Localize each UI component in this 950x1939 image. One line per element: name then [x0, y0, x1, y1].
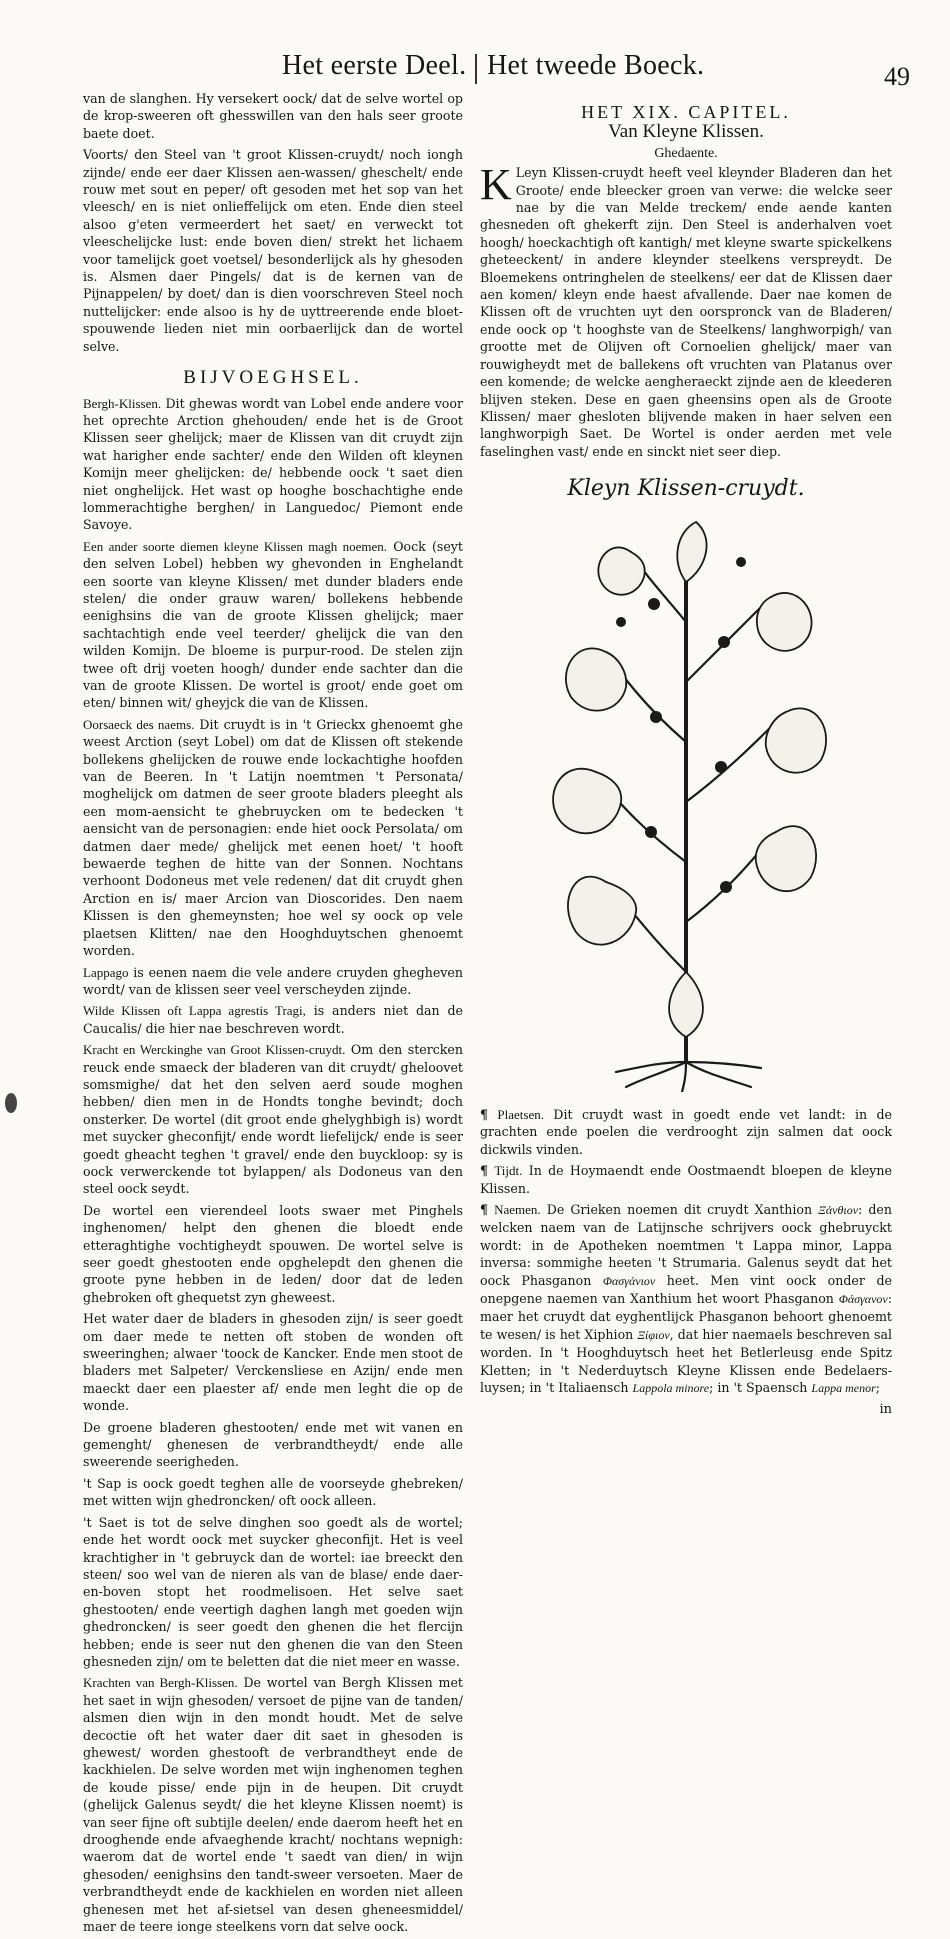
- paragraph: [83, 538, 463, 712]
- paragraph: [83, 1041, 463, 1198]
- greek-term: Ξάνθιον: [818, 1202, 859, 1217]
- paragraph-tijdt: [480, 1162, 892, 1197]
- plate-caption: Kleyn Klissen-cruydt.: [567, 476, 805, 502]
- paragraph-lead: Wilde Klissen oft Lappa agrestis Tragi,: [83, 1003, 306, 1019]
- paragraph-text: Leyn Klissen-cruydt heeft veel kleynder Bladeren dan het Groote/ ende bleecker groen van verwe: die welcke seer nae by die van Melde treckem/ ende aende kanten ghesneden oft ghekerft zijn. Den Steel is anderhalven voet hoogh/ hoeckachtigh oft kantigh/ met kleyne swarte spickelkens gheteeckent/ in andere kleynder steelkens verspreydt. De Bloemekens ontringhelen de steelkens/ eer dat de Klissen daer aen komen/ kleyn ende haest afvallende. Daer nae komen de Klissen oft de vruchten uyt den oorspronck van de Bladeren/ ende oock op 't hooghste van de Steelkens/ langhworpigh/ van grootte met de Olijven oft Cornoelien ghelijck/ maer van rouwigheydt met de ballekens oft vruchten van Platanus over een komende; de welcke aengheraeckt zijnde aen de kleederen blijven steken. Dese en gaen gheensins open als de Groote Klissen/ maer ghesloten blijvende maken in haer selven een langhworpigh Saet. De Wortel is onder aerden met vele faselinghen vast/ ende en sinckt niet seer diep.: [480, 165, 892, 459]
- pilcrow-icon: ¶: [480, 1163, 489, 1179]
- paragraph: [83, 716, 463, 960]
- greek-term: Φάσγανον: [838, 1292, 888, 1306]
- paragraph-lead: Naemen.: [494, 1201, 541, 1217]
- paragraph-text: : maer het cruydt dat eyghentlijck Phasganon behoort ghenoemt te wesen/ is het Xiphion: [480, 1291, 892, 1342]
- paragraph: 't Saet is tot de selve dinghen soo goedt als de wortel; ende het wordt oock met suycker gheconfijt. Het is veel krachtigher in 't gebruyck dan de wortel: iae breeckt den steen/ soo wel van de nieren als van de blase/ ende daer-en-boven stopt het roodmelisoen. Het selve saet ghestooten/ ende veertigh daghen langh met goeden wijn ghedroncken/ is seer goedt den ghenen die het flercijn hebben; ende is seer nut den ghenen die van den Steen ghesneden zijn/ om te beletten dat die niet meer en wasse.: [83, 1514, 463, 1669]
- catchword: in: [879, 1402, 892, 1418]
- paragraph: Voorts/ den Steel van 't groot Klissen-cruydt/ noch iongh zijnde/ ende eer daer Klissen aen-wassen/ gheschelt/ ende rouw met sout en peper/ oft gesoden met het sop van het vleesch/ en is niet onlieffelijck om eten. Ende dien steel alsoo g'eten vermeerdert het saet/ en verweckt tot vleeschelijcke lust: ende boven dien/ strekt het lichaem voor tamelijck goet voetsel/ besonderlijck als hy ghesoden is. Alsmen daer Pingels/ dat is de kernen van de Pijnappelen/ by doet/ dan is dien voorschreven Steel noch nuttelijcker: ende alsoo is hy de uyttreerende ende bloet-spouwende lieden niet min oorbaerlijck dan de wortel selve.: [83, 147, 463, 354]
- paragraph-lead: Plaetsen.: [497, 1106, 544, 1122]
- margin-ink-mark: [5, 1093, 17, 1113]
- paragraph: [83, 395, 463, 534]
- paragraph-text: De Grieken noemen dit cruydt Xanthion: [546, 1201, 813, 1217]
- header-divider: [475, 54, 477, 84]
- chapter-section-label: Ghedaente.: [654, 145, 718, 161]
- paragraph: 't Sap is oock goedt teghen alle de voorseyde ghebreken/ met witten wijn ghedroncken/ oft oock alleen.: [83, 1475, 463, 1509]
- paragraph-text: De wortel van Bergh Klissen met het saet in wijn ghesoden/ versoet de pijne van de tanden/ alsmen dien wijn in den mondt houdt. Met de selve decoctie oft het water daer dit saet in ghesoden is ghewest/ worden ghestooft de verbrandtheyt ende de kackhielen. De selve worden met wijn inghenomen teghen de koude pisse/ ende pijn in de heupen. Dit cruydt (ghelijck Galenus seydt/ die het kleyne Klissen noemt) is van seer fijne oft subtijle deelen/ ende daerom heeft het en drooghende ende afvaeghende kracht/ nochtans wepnigh: waerom dat de wortel ende 't saedt van dien/ in wijn ghesoden/ eenighsins den tandt-sweer versoeten. Maer de verbrandtheydt ende de kackhielen en worden niet alleen ghenesen met het af-sietsel van desen gheneesmiddel/ maer de teere ionge steelkens vorn dat selve oock.: [83, 1675, 463, 1935]
- paragraph: van de slanghen. Hy versekert oock/ dat de selve wortel op de krop-sweeren oft ghesswillen van den hals seer groote baete doet.: [83, 91, 463, 141]
- paragraph-text: Om den stercken reuck ende smaeck der bladeren van dit cruydt/ gheloovet somsmighe/ dat het den selven aerd soude moghen hebben/ dien men in de Hondts tonghe bevindt; doch onsterker. De wortel (dit groot ende ghelyghbigh is) wordt met suycker gheconfijt/ ende wordt liefelijck/ ende is seer goedt gheacht teghen 't gravel/ ende den buyckloop: sy is oock verwerckende tot bylappen/ als Dodoneus van den steel oock seydt.: [83, 1042, 463, 1197]
- botanical-plate: [480, 476, 892, 1096]
- left-column: [83, 90, 463, 1939]
- greek-term: Φασγάνιον: [602, 1273, 656, 1288]
- paragraph-text: Dit cruydt wast in goedt ende vet landt: in de grachten ende poelen die verdrooght zijn salmen dat oock dickwils vinden.: [480, 1106, 892, 1157]
- greek-term: Ξίφιον: [637, 1327, 670, 1342]
- paragraph: [83, 1674, 463, 1935]
- paragraph-text: In de Hoymaendt ende Oostmaendt bloepen de kleyne Klissen.: [480, 1163, 892, 1196]
- paragraph-lead: Tijdt.: [494, 1163, 523, 1179]
- spanish-term: Lappa menor: [811, 1381, 876, 1396]
- paragraph-lead: Oorsaeck des naems.: [83, 716, 195, 732]
- paragraph-plaetsen: [480, 1106, 892, 1158]
- paragraph-text: is anders niet dan de Caucalis/ die hier nae beschreven wordt.: [83, 1003, 463, 1036]
- chapter-subtitle: Van Kleyne Klissen.: [608, 121, 764, 143]
- paragraph-text: Dit cruydt is in 't Grieckx ghenoemt ghe weest Arction (seyt Lobel) om dat de Klissen oft stekende bollekens ghelijcken de rouwe ende lockachtighe hoofden van de Beeren. In 't Latijn noemtmen 't Personata/ moghelijck om datmen de seer groote bladers pleeght als een mom-aensicht te ghebruycken om te bedecken 't aensicht van de personagien: ende hiet oock Persolata/ om datmen daer mede/ ghelijck met eenen hoet/ 't hooft bewaerde teghen de hitte van der Sonnen. Nochtans verhoont Dodoneus met vele redenen/ dat dit cruydt ghen Arction en is/ maer Arcion van Dioscorides. Den naem Klissen is den ghemeynsten; hoe wel sy oock op vele plaetsen Klitten/ nae den Hooghduytschen ghenoemt worden.: [83, 716, 463, 959]
- paragraph-text: : den welcken naem van de Latijnsche schrijvers oock ghebruyckt wordt: in de Apotheken noemtmen 't Lappa minor, Lappa inversa: sommighe heeten 't Strumaria. Galenus seydt dat het oock Phasganon: [480, 1201, 892, 1288]
- paragraph: [83, 1002, 463, 1037]
- paragraph: De groene bladeren ghestooten/ ende met wit vanen en gemenght/ ghenesen de verbrandtheydt/ ende alle sweerende seerigheden.: [83, 1419, 463, 1470]
- chapter-title: HET XIX. CAPITEL.: [581, 102, 791, 122]
- paragraph-text: ; in 't Spaensch: [709, 1380, 808, 1396]
- page-number: 49: [884, 62, 910, 91]
- paragraph-lead: Kracht en Werckinghe van Groot Klissen-cruydt.: [83, 1042, 346, 1058]
- paragraph-text: , dat hier naemaels beschreven sal worden. In 't Hooghduytsch heet het Betlerleusg ende Spitz Kletten; in 't Nederduytsch Kleyne Klissen ende Bedelaers-luysen; in 't Italiaensch: [480, 1326, 892, 1396]
- paragraph-lead: Bergh-Klissen.: [83, 395, 162, 411]
- paragraph-lead: Lappago: [83, 964, 129, 980]
- paragraph: Het water daer de bladers in ghesoden zijn/ is seer goedt om daer mede te netten oft stoben de wonden oft sweeringhen; alwaer 'toock de Kancker. Ende men stoot de bladers met Salpeter/ Verckensliese en Azijn/ ende men maeckt daer een plaester af/ ende men leght die op de wonde.: [83, 1311, 463, 1414]
- paragraph-text: Dit ghewas wordt van Lobel ende andere voor het oprechte Arction ghehouden/ ende het is de Groot Klissen seer ghelijck; maer de Klissen van dit cruydt zijn wat harigher ende sachter/ ende den Wilden oft kleynen Komijn meer ghelijcken: de/ hebbende oock 't saet dien niet onghelijck. Het wast op hooghe boschachtighe ende lommerachtighe berghen/ in Languedoc/ Piemont ende Savoye.: [83, 395, 463, 533]
- header-part-title: Het eerste Deel.: [282, 50, 467, 81]
- plant-woodcut-illustration: [536, 502, 836, 1092]
- paragraph-text: heet. Men vint oock onder de onepgene naemen van Xanthium het woort Phasganon: [480, 1272, 892, 1306]
- paragraph-naemen: ¶ Naemen. De Grieken noemen dit cruydt Xanthion Ξάνθιον: den welcken naem van de Latijnsche schrijvers oock ghebruyckt wordt: in de Apotheken noemtmen 't Lappa minor, Lappa inversa: sommighe heeten 't Strumaria. Galenus seydt dat het oock Phasganon Φασγάνιον heet. Men vint oock onder de onepgene naemen van Xanthium het woort Phasganon Φάσγανον: maer het cruydt dat eyghentlijck Phasganon behoort ghenoemt te wesen/ is het Xiphion Ξίφιον, dat hier naemaels beschreven sal worden. In 't Hooghduytsch heet het Betlerleusg ende Spitz Kletten; in 't Nederduytsch Kleyne Klissen ende Bedelaers-luysen; in 't Italiaensch Lappola minore; in 't Spaensch Lappa menor;: [480, 1201, 892, 1396]
- pilcrow-icon: ¶: [480, 1201, 489, 1217]
- chapter-intro: [480, 160, 892, 460]
- drop-cap: K: [480, 160, 512, 210]
- running-header: [0, 50, 950, 90]
- section-title: BIJVOEGHSEL.: [183, 367, 363, 389]
- paragraph-lead: Een ander soorte diemen kleyne Klissen magh noemen.: [83, 538, 388, 554]
- paragraph-lead: Krachten van Bergh-Klissen.: [83, 1675, 238, 1691]
- italian-term: Lappola minore: [632, 1381, 710, 1396]
- paragraph-text: Oock (seyt den selven Lobel) hebben wy ghevonden in Enghelandt een soorte van kleyne Klissen/ met dunder bladers ende stelen/ die onder grauw waren/ bollekens hebbende eenighsins die van de groote Klissen ghelijck; maer sachtachtigh ende veel teerder/ ghelijck die van den wilden Komijn. De bloeme is purpur-rood. De stelen zijn twee oft drij voeten hoogh/ dunder ende sachter dan die van de groote Klissen. De wortel is groot/ ende goet om eten/ binnen wit/ gheyjck die van de Klissen.: [83, 538, 463, 711]
- right-column: [480, 90, 892, 1419]
- pilcrow-icon: ¶: [480, 1106, 489, 1122]
- paragraph-text: is eenen naem die vele andere cruyden ghegheven wordt/ van de klissen seer veel verscheyden zijnde.: [83, 964, 463, 997]
- paragraph: [83, 964, 463, 999]
- paragraph: De wortel een vierendeel loots swaer met Pinghels inghenomen/ helpt den ghenen die bloedt ende etteraghtighe vochtigheydt spouwen. De wortel selve is seer goedt ghestooten ende opghelepdt den ghenen die groote pyne hebben in de leden/ door dat de leden ghebroken oft ghequetst zyn gheweest.: [83, 1202, 463, 1305]
- header-book-title: Het tweede Boeck.: [487, 50, 705, 81]
